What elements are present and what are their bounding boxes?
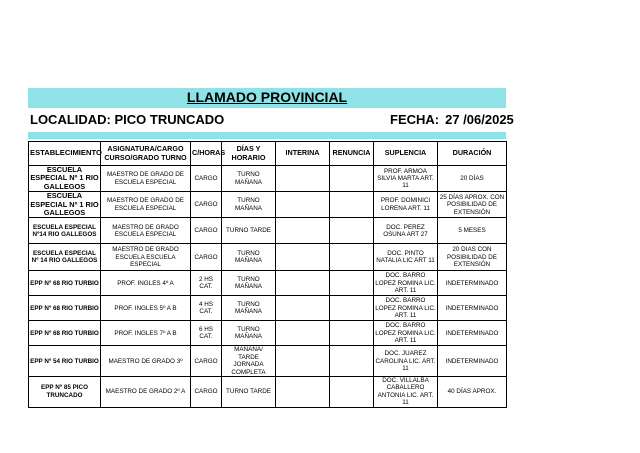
cell-establecimiento: EPP Nº 54 RIO TURBIO [29, 346, 101, 377]
cell-interina [276, 271, 330, 296]
cell-horas: 4 HS CAT. [191, 296, 222, 321]
table-row [29, 321, 507, 346]
cell-interina [276, 192, 330, 218]
cell-interina [276, 296, 330, 321]
cell-interina [276, 218, 330, 244]
cell-interina [276, 321, 330, 346]
col-header-duracion: DURACIÓN [438, 142, 507, 166]
cell-horas: CARGO [191, 192, 222, 218]
cell-suplencia: DOC. BARRO LOPEZ ROMINA LIC. ART. 11 [375, 297, 436, 320]
cell-asignatura: MAESTRO DE GRADO DE ESCUELA ESPECIAL [101, 166, 191, 192]
cell-renuncia [330, 296, 374, 321]
cell-horas: CARGO [191, 166, 222, 192]
cell-asignatura: PROF. INGLES 4º A [101, 271, 191, 296]
cell-suplencia: DOC. VILLALBA CABALLERO ANTONIA LIC. ART. 11 [374, 377, 438, 408]
cell-suplencia: DOC. PINTO NATALIA LIC ART 11 [374, 244, 438, 271]
cell-interina [276, 346, 330, 377]
cell-dias-horario: MAÑANA/ TARDE JORNADA COMPLETA [222, 346, 276, 377]
cell-renuncia [330, 192, 374, 218]
cell-renuncia [330, 244, 374, 271]
cell-horas: 6 HS CAT. [191, 321, 222, 346]
cell-suplencia: DOC. BARRO LOPEZ ROMINA LIC. ART. 11 [375, 272, 436, 295]
cell-horas: CARGO [191, 377, 222, 408]
cell-establecimiento: EPP Nº 68 RIO TURBIO [29, 321, 101, 346]
table-row [29, 192, 507, 218]
cell-horas: CARGO [191, 218, 222, 244]
cell-horas: CARGO [191, 346, 222, 377]
cell-duracion: 40 DÍAS APROX. [438, 377, 507, 408]
cell-establecimiento: ESCUELA ESPECIAL Nº 14 RIO GALLEGOS [29, 244, 101, 271]
col-header-establecimiento: ESTABLECIMIENTO [29, 142, 101, 166]
col-header-interina: INTERINA [276, 142, 330, 166]
cell-horas: 2 HS CAT. [191, 271, 222, 296]
table-header-row [29, 142, 507, 166]
col-header-dias-horario: DÍAS Y HORARIO [222, 142, 276, 166]
cell-horas: CARGO [191, 244, 222, 271]
cell-duracion: INDETERMINADO [438, 271, 507, 296]
table-row [29, 377, 507, 408]
calls-table [28, 141, 507, 408]
cell-duracion: INDETERMINADO [438, 321, 507, 346]
cell-establecimiento: ESCUELA ESPECIAL Nº14 RIO GALLEGOS [29, 218, 101, 244]
cell-suplencia: DOC. BARRO LOPEZ ROMINA LIC. ART. 11 [375, 322, 436, 345]
cell-suplencia: DOC. JUAREZ CAROLINA LIC. ART. 11 [374, 346, 438, 377]
cell-establecimiento: EPP Nº 68 RIO TURBIO [29, 271, 101, 296]
cell-dias-horario: TURNO TARDE [222, 377, 276, 408]
cell-establecimiento: EPP Nº 68 RIO TURBIO [29, 296, 101, 321]
cell-dias-horario: TURNO MAÑANA [222, 321, 276, 346]
cell-renuncia [330, 321, 374, 346]
table-row [29, 244, 507, 271]
cell-asignatura: MAESTRO DE GRADO DE ESCUELA ESPECIAL [101, 192, 191, 218]
table-row [29, 296, 507, 321]
cell-suplencia: DOC. PEREZ OSUNA ART 27 [374, 218, 438, 244]
table-row [29, 166, 507, 192]
cell-dias-horario: TURNO MAÑANA [222, 271, 276, 296]
cell-duracion: INDETERMINADO [438, 346, 507, 377]
title-banner [28, 88, 506, 108]
col-header-asignatura: ASIGNATURA/CARGO CURSO/GRADO TURNO [101, 142, 191, 166]
cell-establecimiento: ESCUELA ESPECIAL Nº 1 RIO GALLEGOS [30, 165, 99, 191]
fecha-label: FECHA: [390, 112, 440, 127]
cell-dias-horario: TURNO MAÑANA [222, 296, 276, 321]
col-header-suplencia: SUPLENCIA [374, 142, 438, 166]
fecha-value: 27 /06/2025 [445, 112, 514, 127]
cell-dias-horario: TURNO MAÑANA [222, 244, 276, 271]
cell-duracion: 25 DÍAS APROX. CON POSIBILIDAD DE EXTENSIÓN [438, 192, 507, 218]
cell-duracion: 20 DIAS CON POSIBILIDAD DE EXTENSIÓN [438, 244, 507, 271]
header-separator [28, 132, 506, 139]
cell-dias-horario: TURNO TARDE [222, 218, 276, 244]
cell-duracion: 20 DÍAS [438, 166, 507, 192]
fecha-block [390, 112, 514, 127]
table-row [29, 346, 507, 377]
cell-suplencia: PROF. ARMOA SILVIA MARTA ART. 11 [374, 166, 438, 192]
cell-renuncia [330, 271, 374, 296]
cell-interina [276, 377, 330, 408]
cell-asignatura: MAESTRO DE GRADO ESCUELA ESCUELA ESPECIAL [101, 244, 191, 271]
cell-asignatura: MAESTRO DE GRADO ESCUELA ESPECIAL [101, 218, 191, 244]
cell-duracion: 5 MESES [438, 218, 507, 244]
cell-duracion: INDETERMINADO [438, 296, 507, 321]
cell-interina [276, 166, 330, 192]
table-row [29, 218, 507, 244]
cell-establecimiento: EPP Nº 85 PICO TRUNCADO [29, 377, 101, 408]
localidad-label: LOCALIDAD: PICO TRUNCADO [30, 112, 225, 127]
cell-asignatura: MAESTRO DE GRADO 3º [101, 346, 191, 377]
cell-dias-horario: TURNO MAÑANA [222, 166, 276, 192]
col-header-horas: C/HORAS [191, 142, 222, 166]
cell-dias-horario: TURNO MAÑANA [222, 192, 276, 218]
cell-renuncia [330, 346, 374, 377]
table-row [29, 271, 507, 296]
cell-interina [276, 244, 330, 271]
cell-asignatura: PROF. INGLES 5º A B [101, 296, 191, 321]
cell-asignatura: MAESTRO DE GRADO 2º A [101, 377, 191, 408]
cell-asignatura: PROF. INGLES 7º A B [101, 321, 191, 346]
col-header-renuncia: RENUNCIA [330, 142, 374, 166]
cell-renuncia [330, 218, 374, 244]
cell-establecimiento: ESCUELA ESPECIAL Nº 1 RIO GALLEGOS [30, 191, 99, 218]
cell-suplencia: PROF. DOMINICI LORENA ART. 11 [374, 192, 438, 218]
cell-renuncia [330, 166, 374, 192]
page-title: LLAMADO PROVINCIAL [186, 89, 348, 105]
cell-renuncia [330, 377, 374, 408]
